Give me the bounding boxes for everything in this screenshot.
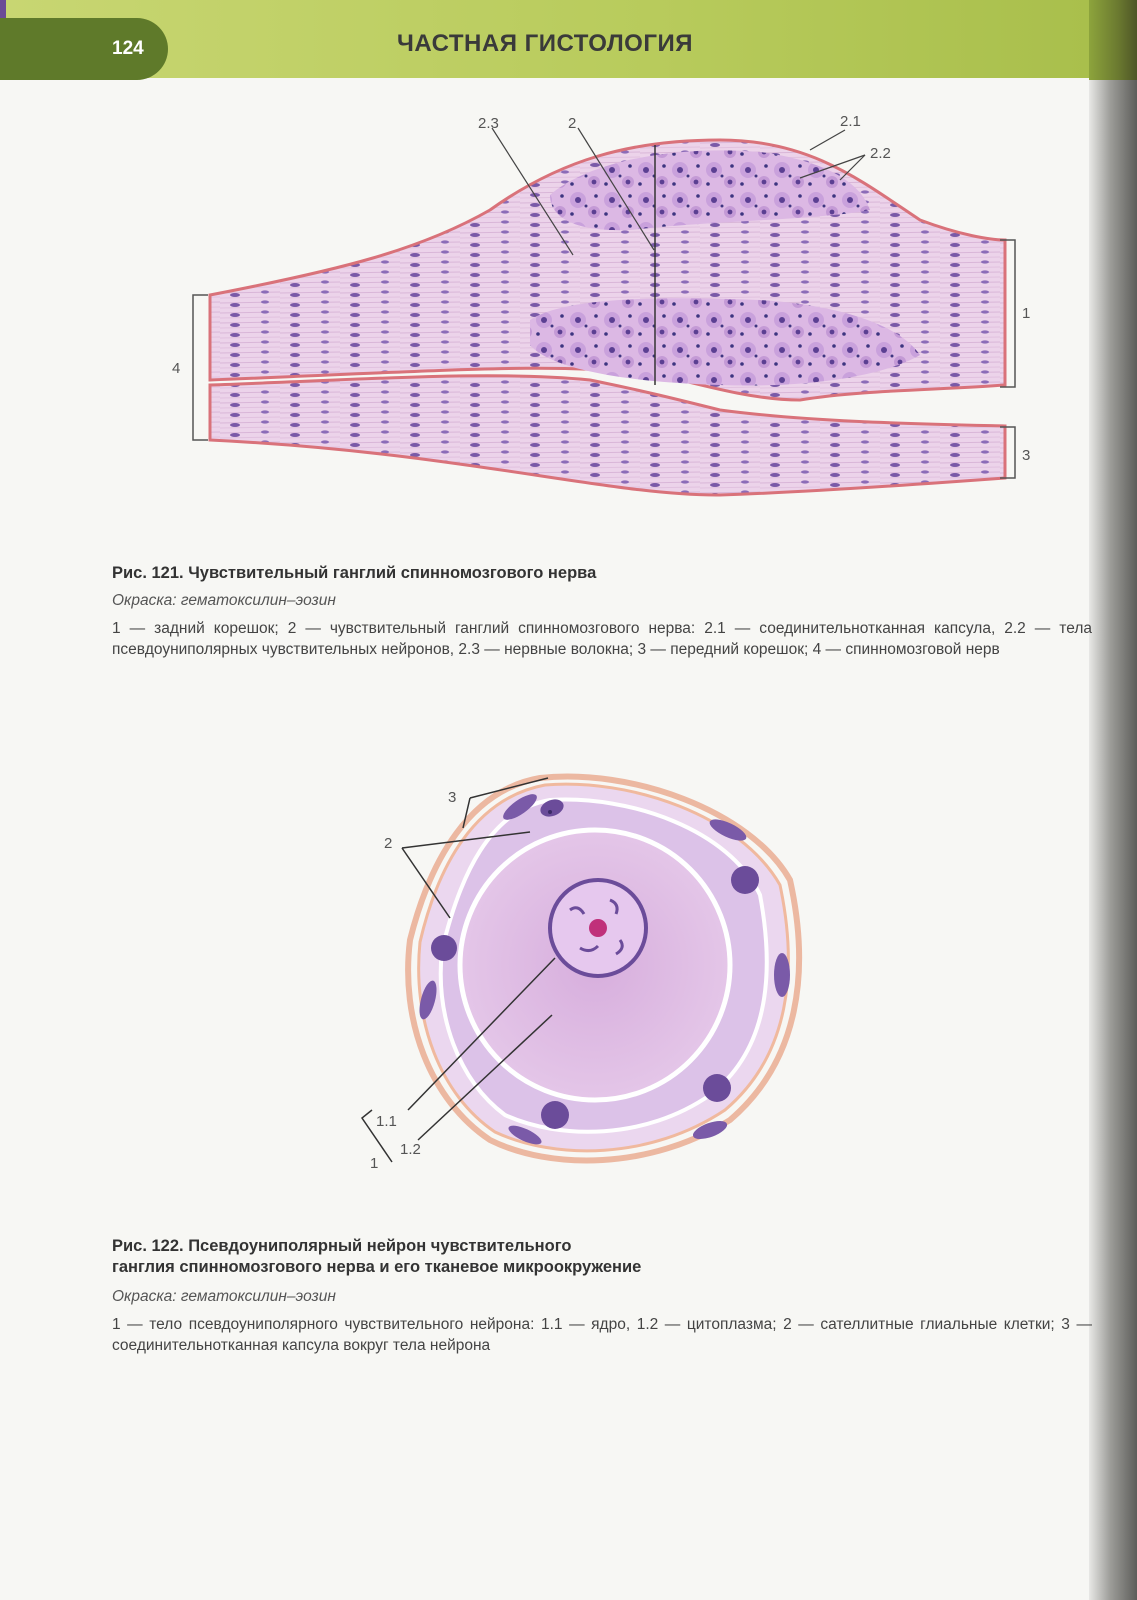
section-title: ЧАСТНАЯ ГИСТОЛОГИЯ bbox=[397, 30, 693, 57]
page-gutter-shadow bbox=[1089, 0, 1137, 1600]
fig121-label-3: 3 bbox=[1022, 447, 1031, 464]
page-number: 124 bbox=[112, 38, 144, 59]
nucleolus bbox=[589, 919, 607, 937]
fig122-label-1-1: 1.1 bbox=[376, 1113, 397, 1130]
fig121-label-2-1: 2.1 bbox=[840, 113, 861, 130]
figure-121-title: Рис. 121. Чувствительный ганглий спинномозгового нерва bbox=[112, 564, 597, 582]
figure-122-title-line2: ганглия спинномозгового нерва и его тканевое микроокружение bbox=[112, 1258, 642, 1276]
fig122-label-1-2: 1.2 bbox=[400, 1141, 421, 1158]
figure-122-title bbox=[112, 1236, 641, 1278]
page-gutter-shadow-top bbox=[1089, 0, 1137, 80]
figure-121-stain: Окраска: гематоксилин–эозин bbox=[112, 592, 336, 609]
figure-121-ganglion-illustration bbox=[160, 100, 1060, 520]
fig122-label-2: 2 bbox=[384, 835, 393, 852]
fig121-label-2-2: 2.2 bbox=[870, 145, 891, 162]
leader-line-2-1 bbox=[810, 130, 845, 150]
fig121-label-2: 2 bbox=[568, 115, 577, 132]
figure-122-title-line1: Рис. 122. Псевдоуниполярный нейрон чувствительного bbox=[112, 1237, 572, 1255]
fig121-label-4: 4 bbox=[172, 360, 181, 377]
fig121-label-2-3: 2.3 bbox=[478, 115, 499, 132]
fig121-label-1: 1 bbox=[1022, 305, 1031, 322]
figure-122-stain: Окраска: гематоксилин–эозин bbox=[112, 1288, 336, 1305]
fig122-label-1: 1 bbox=[370, 1155, 379, 1172]
figure-121-legend: 1 — задний корешок; 2 — чувствительный ганглий спинномозгового нерва: 2.1 — соединительнотканная капсула, 2.2 — тела псевдоуниполярных чувствительных нейронов, 2.3 — нервные волокна; 3 — передний корешок; 4 — спинномозговой нерв bbox=[112, 620, 1092, 658]
figure-122-neuron-illustration bbox=[350, 770, 820, 1190]
figure-122-legend: 1 — тело псевдоуниполярного чувствительного нейрона: 1.1 — ядро, 1.2 — цитоплазма; 2 — сателлитные глиальные клетки; 3 — соединительнотканная капсула вокруг тела нейрона bbox=[112, 1316, 1092, 1354]
fig122-label-3: 3 bbox=[448, 789, 457, 806]
